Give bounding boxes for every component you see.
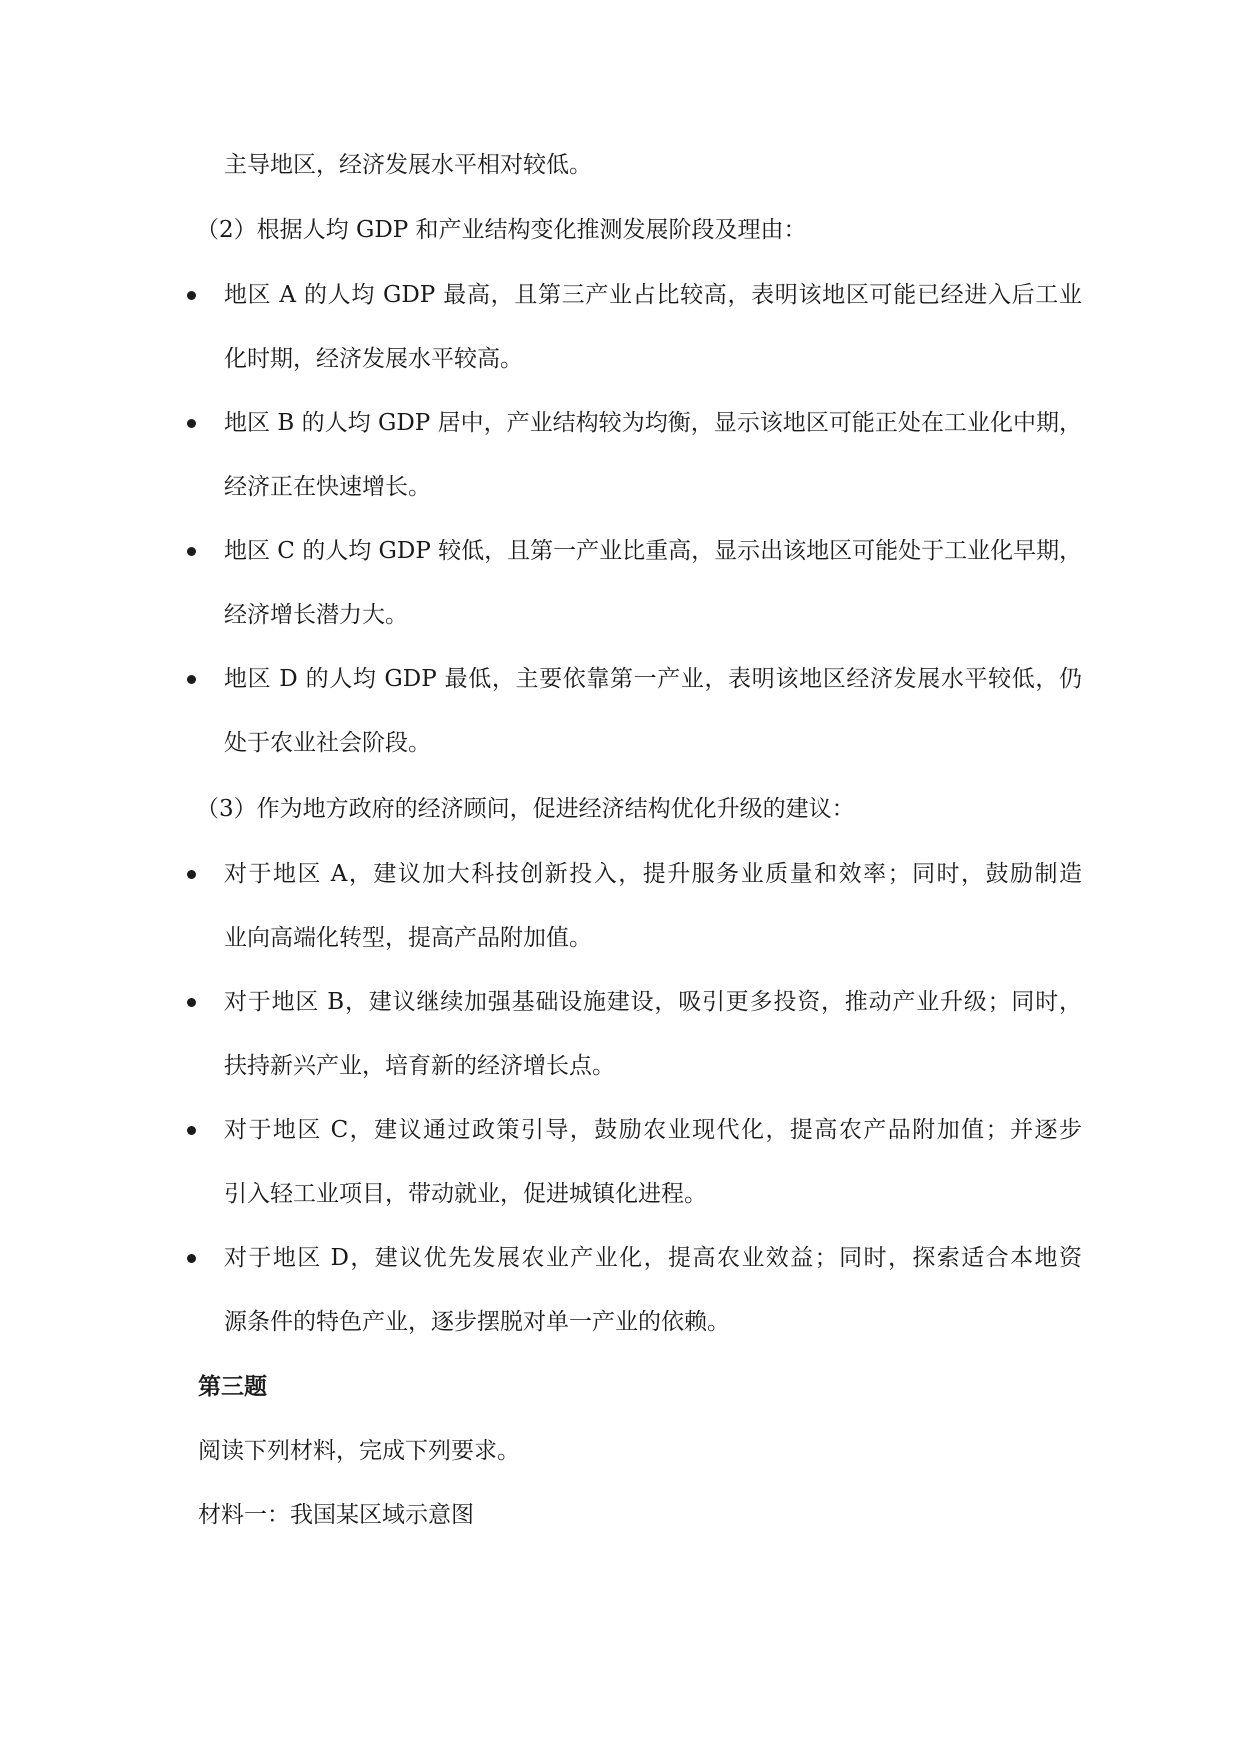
list-item-line: 扶持新兴产业，培育新的经济增长点。 [224,1053,615,1079]
list-item-line: 对于地区 C，建议通过政策引导，鼓励农业现代化，提高农产品附加值；并逐步 [224,1117,1082,1143]
list-item-line: 化时期，经济发展水平较高。 [224,346,523,372]
list-item-line: 地区 A 的人均 GDP 最高，且第三产业占比较高，表明该地区可能已经进入后工业 [224,282,1082,308]
list-item-line: 处于农业社会阶段。 [224,730,431,756]
bullet-icon [187,675,196,684]
list-item-line: 对于地区 D，建议优先发展农业产业化，提高农业效益；同时，探索适合本地资 [224,1245,1082,1271]
list-item-line: 对于地区 B，建议继续加强基础设施建设，吸引更多投资，推动产业升级；同时， [224,989,1082,1015]
bullet-icon [187,419,196,428]
list-item-line: 对于地区 A，建议加大科技创新投入，提升服务业质量和效率；同时，鼓励制造 [224,861,1082,887]
section-title: 第三题 [198,1374,267,1400]
list-item-line: 源条件的特色产业，逐步摆脱对单一产业的依赖。 [224,1309,730,1335]
bullet-icon [187,998,196,1007]
part3-heading: （3）作为地方政府的经济顾问，促进经济结构优化升级的建议： [196,796,855,822]
bullet-icon [187,291,196,300]
material-caption: 材料一：我国某区域示意图 [198,1502,474,1528]
list-item-line: 引入轻工业项目，带动就业，促进城镇化进程。 [224,1181,707,1207]
bullet-icon [187,547,196,556]
part2-heading: （2）根据人均 GDP 和产业结构变化推测发展阶段及理由： [196,217,807,243]
section-instruction: 阅读下列材料，完成下列要求。 [198,1438,520,1464]
bullet-icon [187,1126,196,1135]
intro-continuation: 主导地区，经济发展水平相对较低。 [224,152,592,178]
list-item-line: 经济正在快速增长。 [224,474,431,500]
bullet-icon [187,1254,196,1263]
list-item-line: 业向高端化转型，提高产品附加值。 [224,925,592,951]
list-item-line: 地区 D 的人均 GDP 最低，主要依靠第一产业，表明该地区经济发展水平较低，仍 [224,666,1082,692]
list-item-line: 地区 B 的人均 GDP 居中，产业结构较为均衡，显示该地区可能正处在工业化中期， [224,410,1082,436]
list-item-line: 地区 C 的人均 GDP 较低，且第一产业比重高，显示出该地区可能处于工业化早期， [224,538,1083,564]
list-item-line: 经济增长潜力大。 [224,602,408,628]
bullet-icon [187,870,196,879]
